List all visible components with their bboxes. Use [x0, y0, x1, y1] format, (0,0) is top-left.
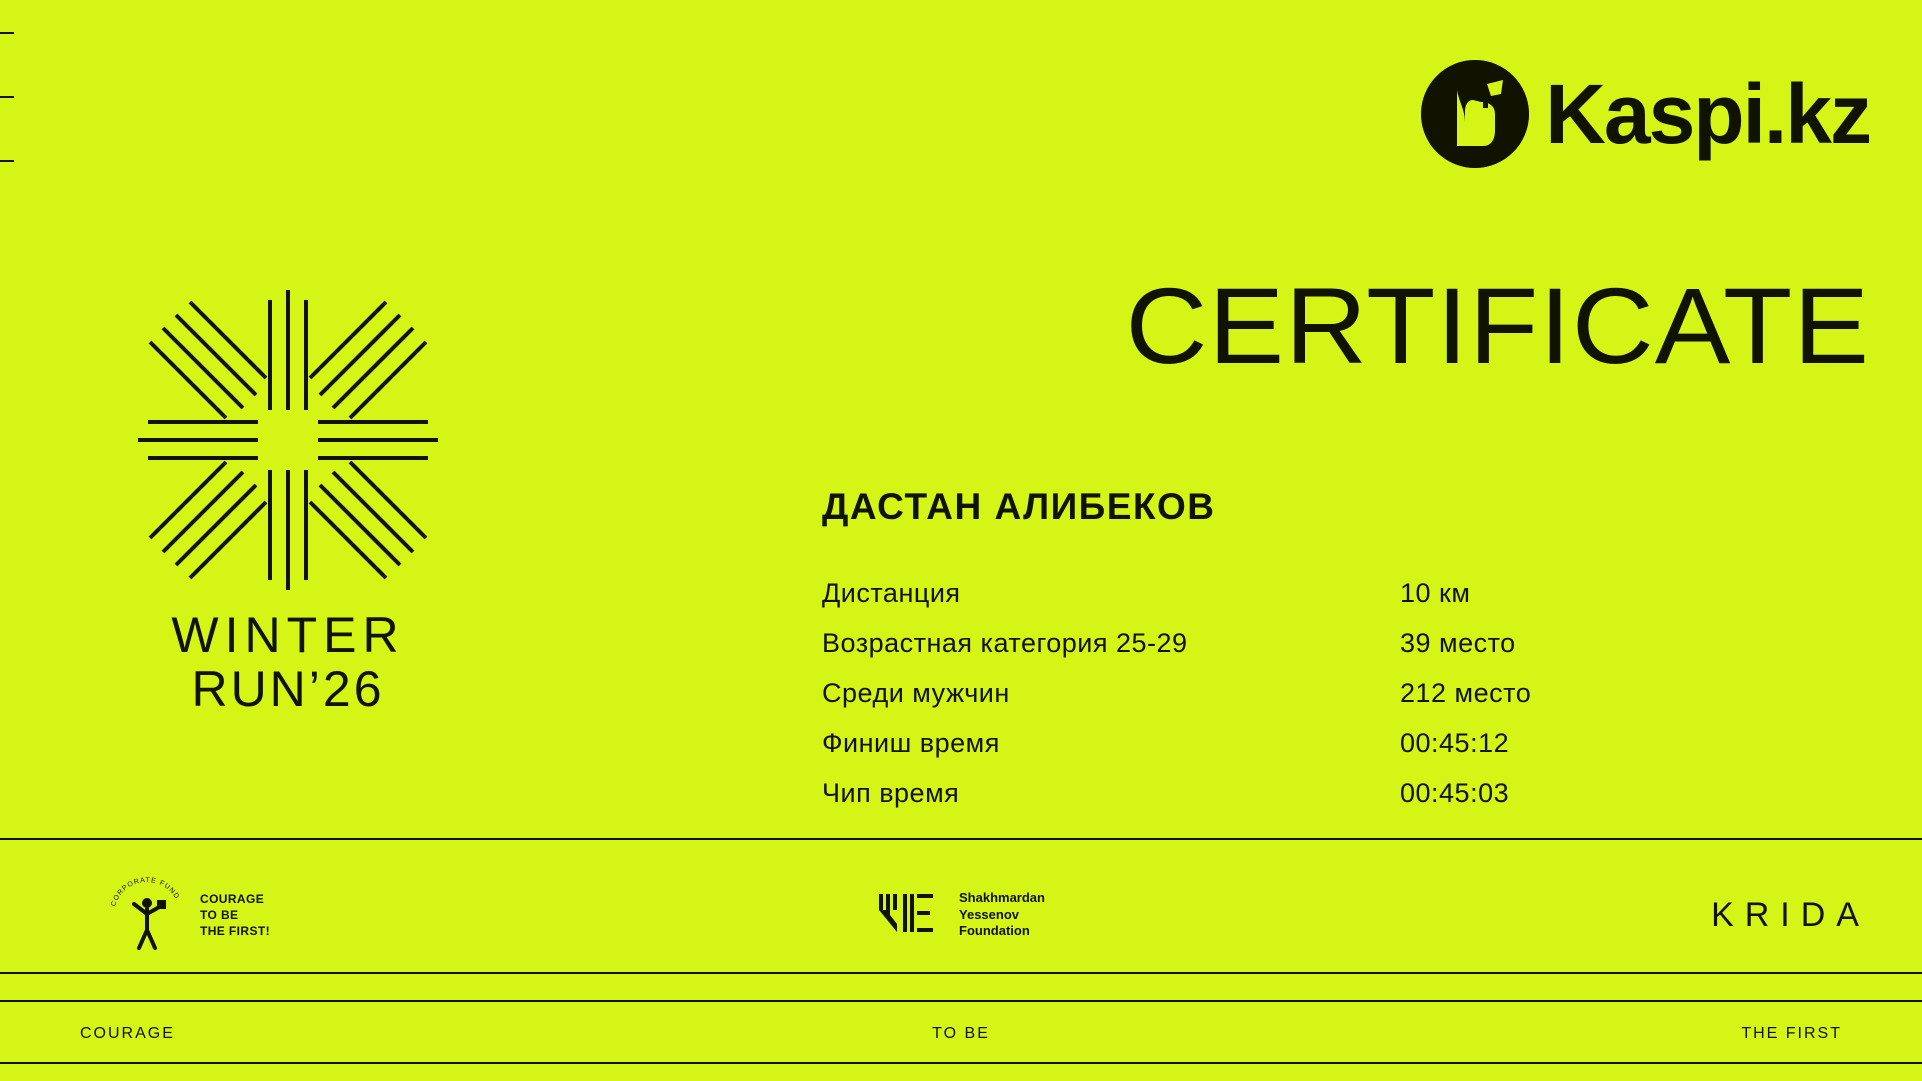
yessenov-mark-icon — [877, 890, 947, 941]
yessenov-line3: Foundation — [959, 923, 1030, 939]
divider — [0, 972, 1922, 974]
result-value: 212 место — [1400, 678, 1532, 708]
divider — [0, 1062, 1922, 1064]
tagline-center: TO BE — [932, 1025, 990, 1042]
partner-logos — [0, 862, 1922, 968]
snowflake-starburst-icon — [138, 290, 438, 590]
divider — [0, 838, 1922, 840]
kaspi-wordmark: Kaspi.kz — [1545, 67, 1870, 161]
svg-text:CORPORATE FUND: CORPORATE FUND — [110, 876, 181, 908]
event-logo — [128, 290, 448, 716]
courage-line2: TO BE — [200, 907, 239, 922]
footer-tagline — [0, 1008, 1922, 1060]
result-value: 39 место — [1400, 628, 1516, 658]
edge-tick — [0, 96, 14, 98]
table-row — [822, 628, 1782, 678]
edge-tick — [0, 160, 14, 162]
event-logo-line1: WINTER — [171, 607, 405, 663]
table-row — [822, 778, 1782, 828]
result-value: 00:45:12 — [1400, 728, 1510, 758]
partner-logo-yessenov — [877, 890, 1045, 941]
courage-fund-icon — [104, 872, 190, 958]
courage-line1: COURAGE — [200, 891, 265, 906]
krida-wordmark: KRIDA — [1711, 895, 1870, 934]
partner-yessenov-text — [959, 890, 1045, 941]
result-label: Дистанция — [822, 578, 961, 608]
kaspi-bird-mark-icon — [1421, 60, 1529, 168]
kaspi-logo — [1421, 60, 1870, 168]
partner-logo-krida — [1711, 896, 1870, 935]
courage-line3: THE FIRST! — [200, 924, 270, 939]
divider — [0, 1000, 1922, 1002]
tagline-right: THE FIRST — [1741, 1025, 1842, 1042]
partner-logo-courage — [104, 872, 270, 958]
result-label: Возрастная категория 25-29 — [822, 628, 1188, 658]
tagline-left: COURAGE — [80, 1025, 175, 1042]
yessenov-line1: Shakhmardan — [959, 889, 1045, 905]
event-logo-text — [128, 608, 448, 716]
athlete-name: ДАСТАН АЛИБЕКОВ — [822, 486, 1216, 527]
result-value: 10 км — [1400, 578, 1471, 608]
page-title: CERTIFICATE — [1125, 265, 1870, 386]
result-label: Среди мужчин — [822, 678, 1010, 708]
results-table — [822, 578, 1782, 828]
result-label: Чип время — [822, 778, 960, 808]
result-label: Финиш время — [822, 728, 1000, 758]
table-row — [822, 728, 1782, 778]
event-logo-line2: RUN’26 — [191, 661, 385, 717]
table-row — [822, 678, 1782, 728]
result-value: 00:45:03 — [1400, 778, 1510, 808]
yessenov-line2: Yessenov — [959, 906, 1020, 922]
table-row — [822, 578, 1782, 628]
edge-tick — [0, 32, 14, 34]
partner-courage-text — [200, 891, 270, 940]
